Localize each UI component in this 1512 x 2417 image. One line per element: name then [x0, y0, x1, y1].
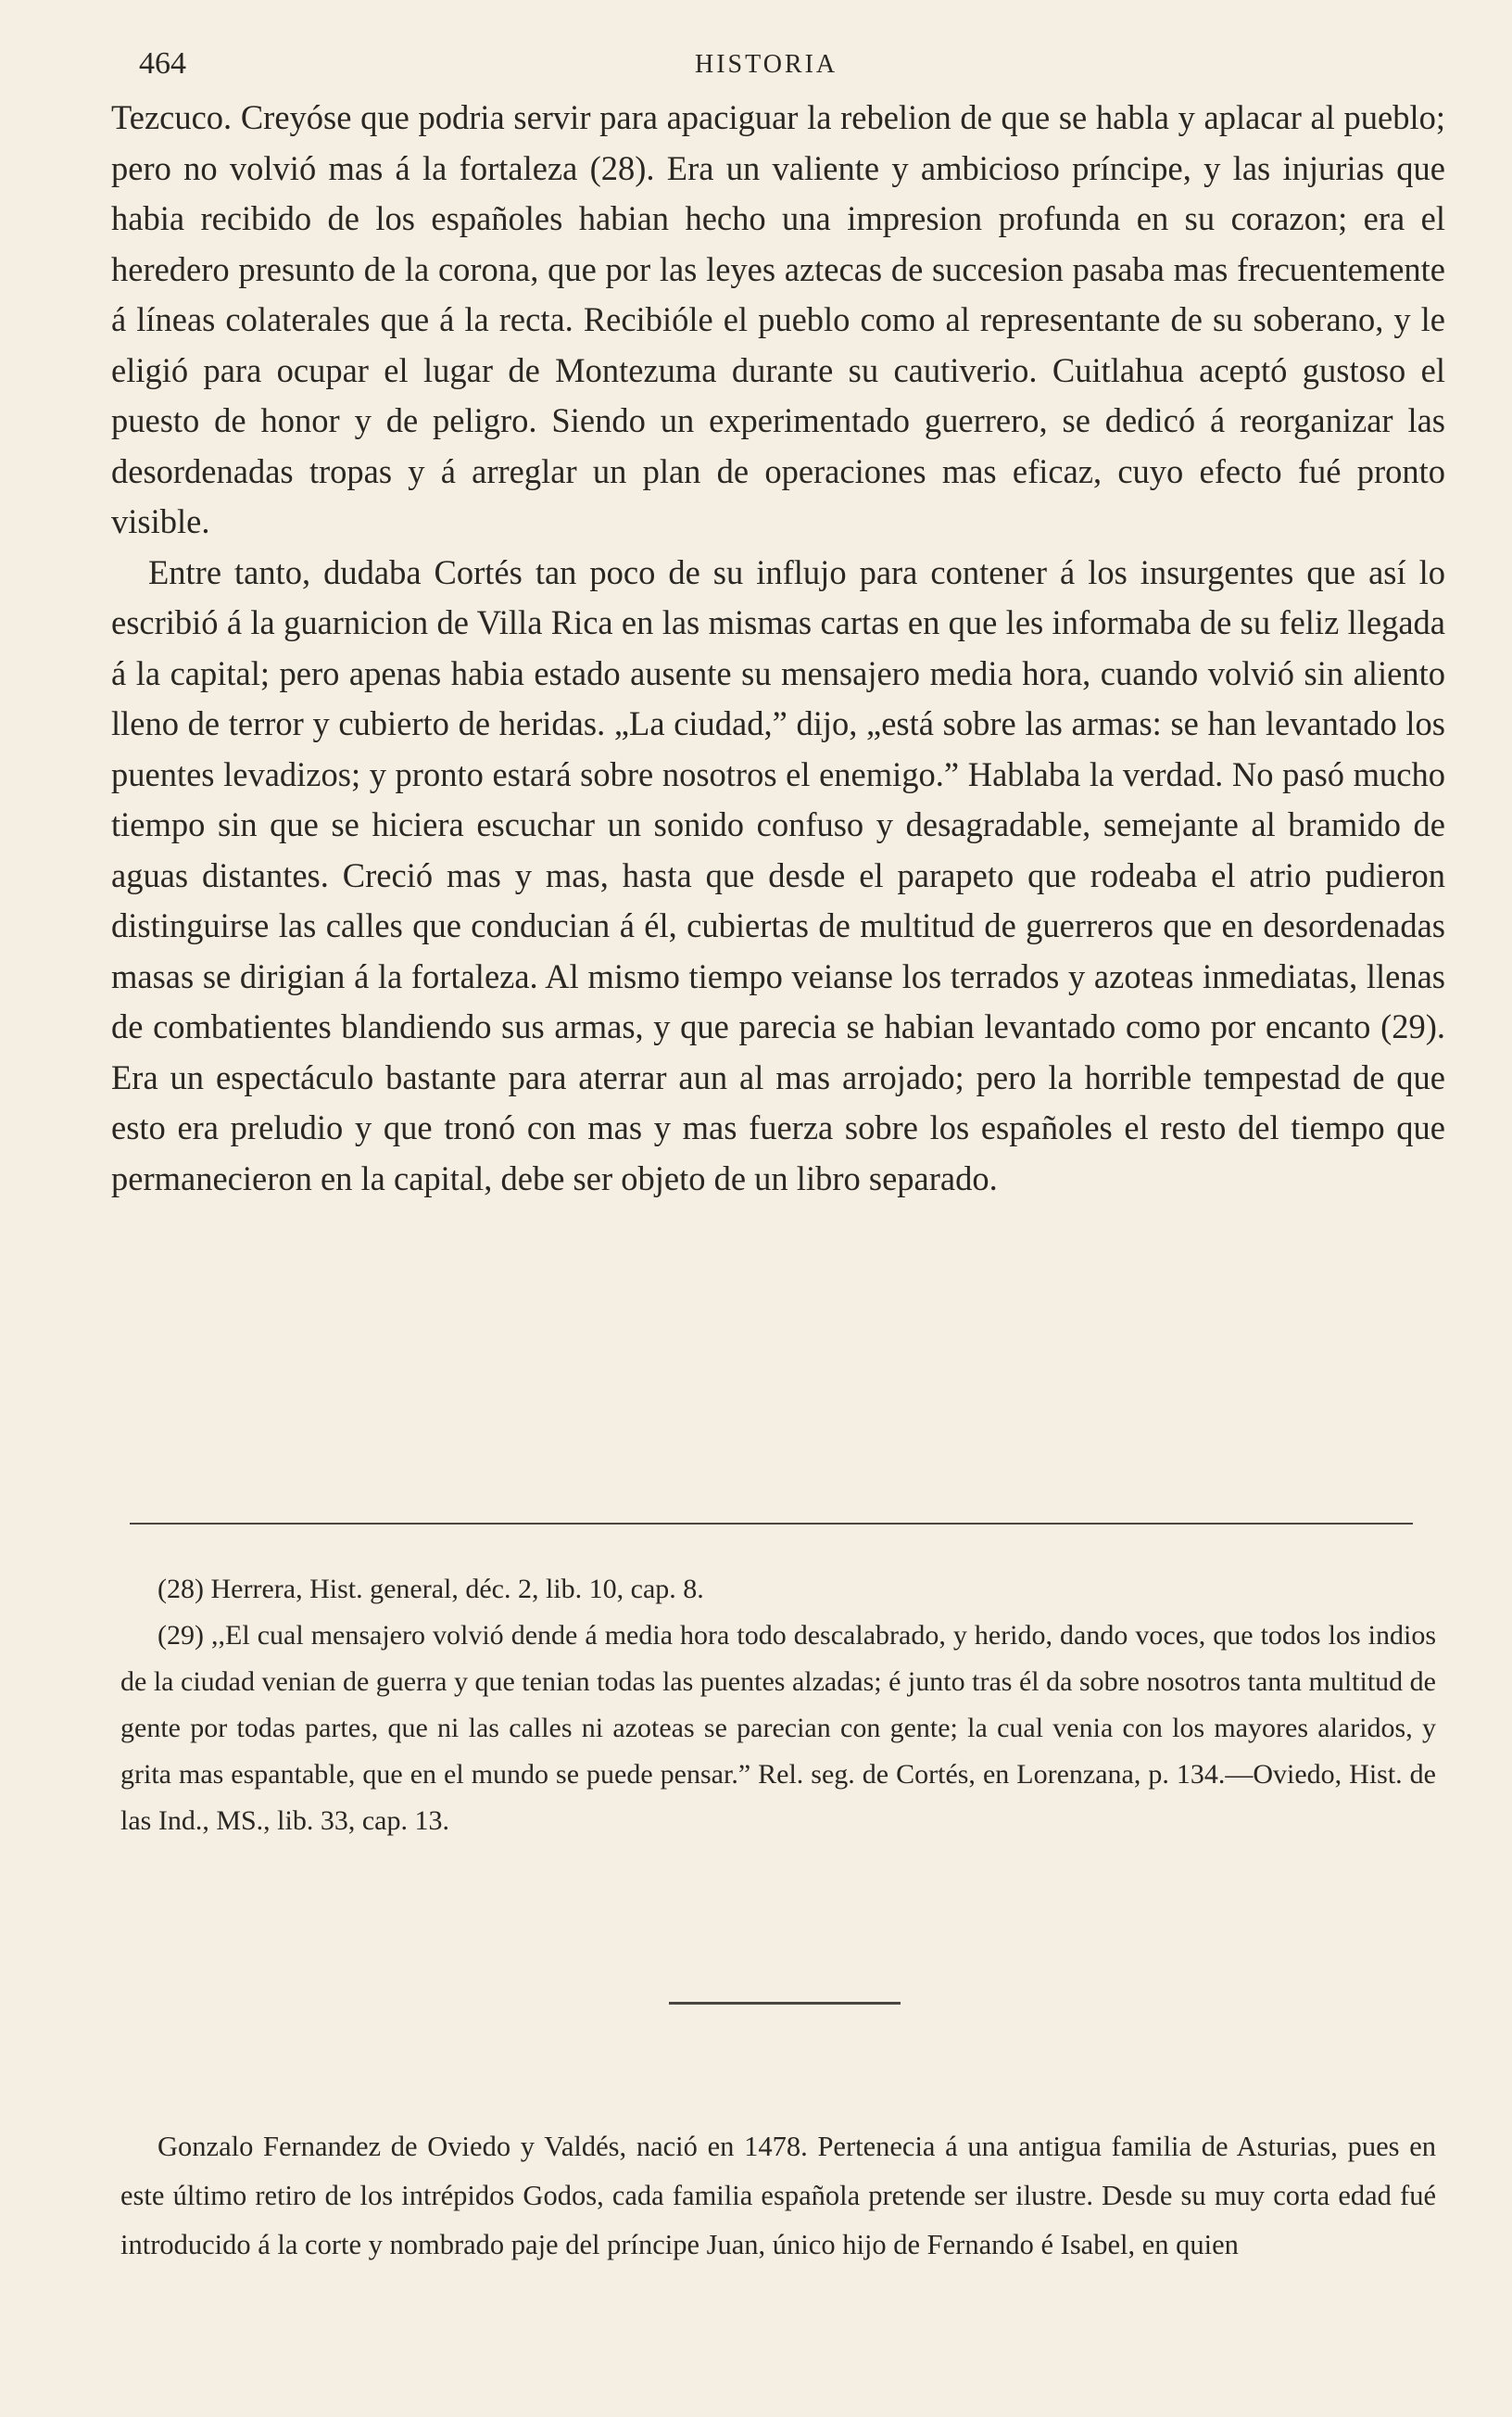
main-text: [111, 93, 1445, 1204]
footnote-28: (28) Herrera, Hist. general, déc. 2, lib. 10, cap. 8.: [158, 1574, 704, 1604]
paragraph: Tezcuco. Creyóse que podria servir para apaciguar la rebelion de que se habla y aplacar al pueblo; pero no volvió mas á la fortaleza (28). Era un valiente y ambicioso príncipe, y las injurias que habia recibido de los españoles habian hecho una impresion profunda en su corazon; era el heredero presunto de la corona, que por las leyes aztecas de succesion pasaba mas frecuentemente á líneas colaterales que á la recta. Recibióle el pueblo como al representante de su soberano, y le eligió para ocupar el lugar de Montezuma durante su cautiverio. Cuitlahua aceptó gustoso el puesto de honor y de peligro. Siendo un experimentado guerrero, se dedicó á reorganizar las desordenadas tropas y á arreglar un plan de operaciones mas eficaz, cuyo efecto fué pronto visible.: [111, 98, 1445, 540]
biography-section: [120, 2122, 1436, 2270]
section-divider: [669, 2002, 901, 2005]
paragraph: Entre tanto, dudaba Cortés tan poco de su influjo para contener á los insurgentes que así lo escribió á la guarnicion de Villa Rica en las mismas cartas en que les informaba de su feliz llegada á la capital; pero apenas habia estado ausente su mensajero media hora, cuando volvió sin aliento lleno de terror y cubierto de heridas. „La ciudad,” dijo, „está sobre las armas: se han levantado los puentes levadizos; y pronto estará sobre nosotros el enemigo.” Hablaba la verdad. No pasó mucho tiempo sin que se hiciera escuchar un sonido confuso y desagradable, semejante al bramido de aguas distantes. Creció mas y mas, hasta que desde el parapeto que rodeaba el atrio pudieron distinguirse las calles que conducian á él, cubiertas de multitud de guerreros que en desordenadas masas se dirigian á la fortaleza. Al mismo tiempo veianse los terrados y azoteas inmediatas, llenas de combatientes blandiendo sus armas, y que parecia se habian levantado como por encanto (29). Era un espectáculo bastante para aterrar aun al mas arrojado; pero la horrible tempestad de que esto era preludio y que tronó con mas y mas fuerza sobre los españoles el resto del tiempo que permanecieron en la capital, debe ser objeto de un libro separado.: [111, 552, 1445, 1197]
page-header: [139, 37, 1436, 93]
running-title: HISTORIA: [695, 50, 838, 79]
footnote-divider: [130, 1523, 1413, 1525]
biography-text: Gonzalo Fernandez de Oviedo y Valdés, nació en 1478. Pertenecia á una antigua familia de Asturias, pues en este último retiro de los intrépidos Godos, cada familia española pretende ser ilustre. Desde su muy corta edad fué introducido á la corte y nombrado paje del príncipe Juan, único hijo de Fernando é Isabel, en quien: [120, 2131, 1436, 2260]
footnote-29: (29) ,,El cual mensajero volvió dende á media hora todo descalabrado, y herido, dando voces, que todos los indios de la ciudad venian de guerra y que tenian todas las puentes alzadas; é junto tras él da sobre nosotros tanta multitud de gente por todas partes, que ni las calles ni azoteas se parecian con gente; la cual venia con los mayores alaridos, y grita mas espantable, que en el mundo se puede pensar.” Rel. seg. de Cortés, en Lorenzana, p. 134.—Oviedo, Hist. de las Ind., MS., lib. 33, cap. 13.: [120, 1620, 1436, 1836]
page-number: 464: [139, 46, 186, 81]
footnotes: [120, 1566, 1436, 1844]
